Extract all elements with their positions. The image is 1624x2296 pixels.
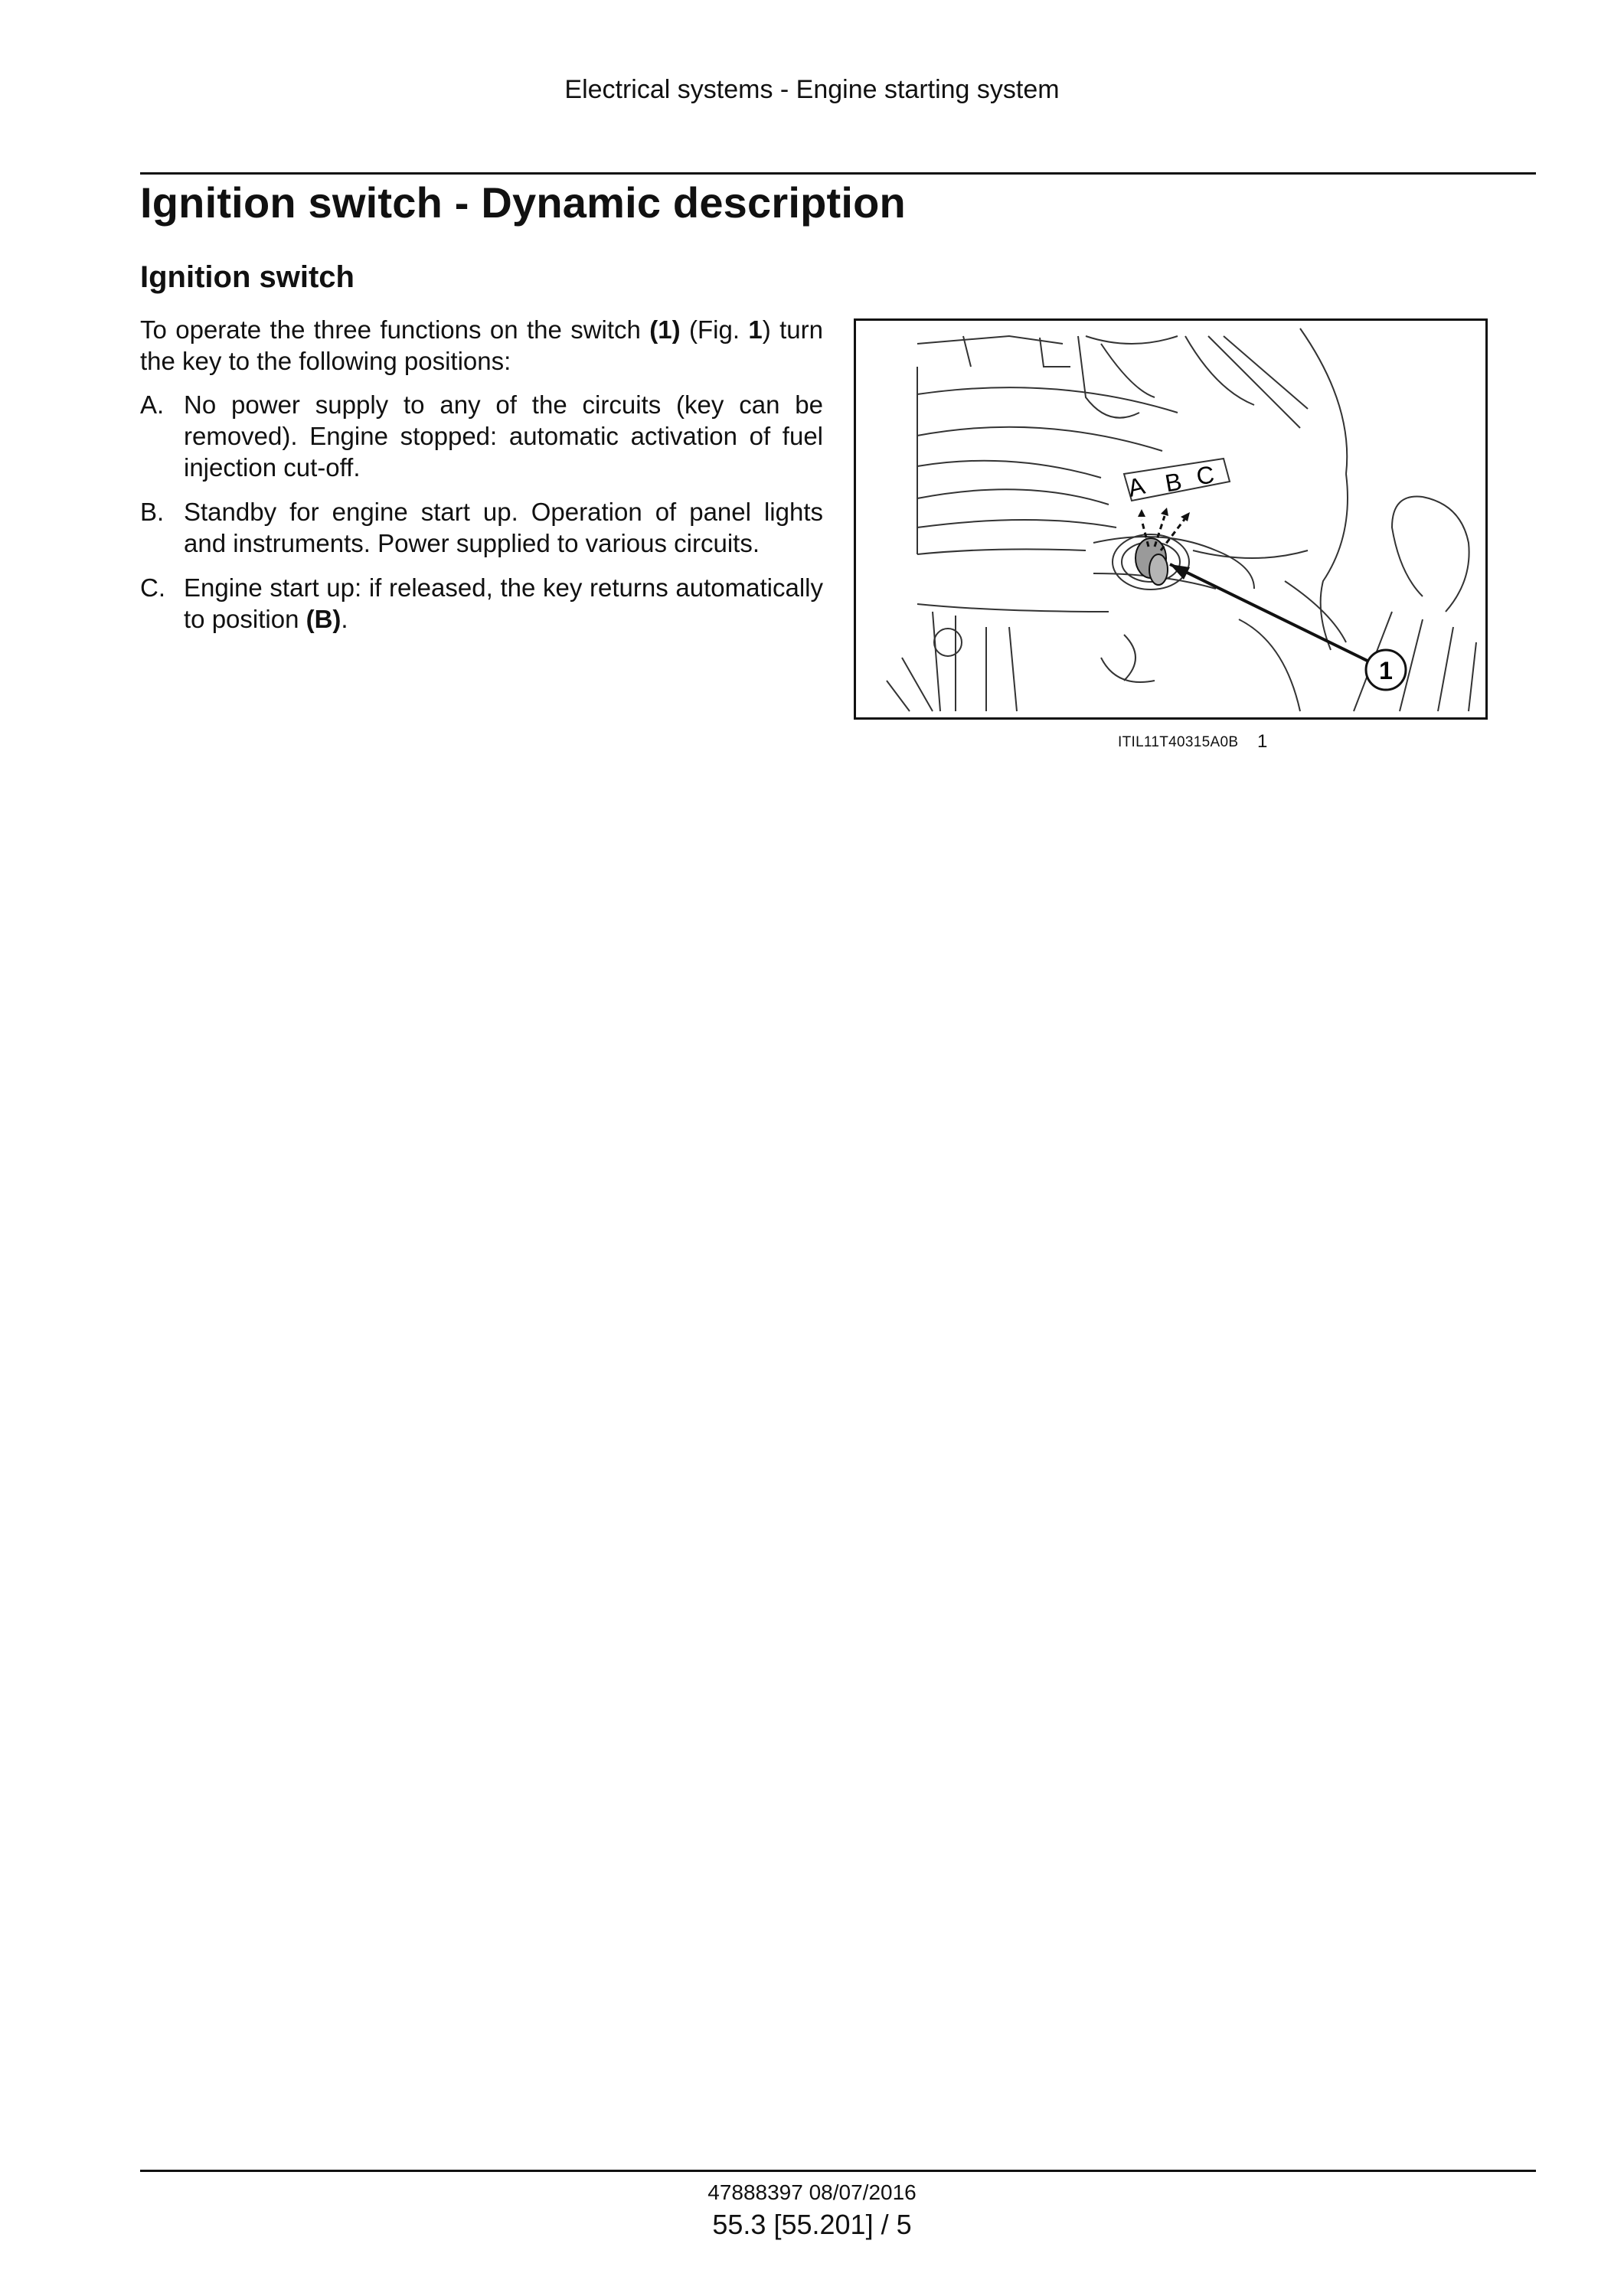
intro-paragraph xyxy=(140,314,823,377)
list-item-b xyxy=(140,496,823,559)
position-label-b: B xyxy=(1162,467,1185,498)
position-label-a: A xyxy=(1125,471,1148,502)
figure-reference: 1 xyxy=(748,315,763,344)
section-subtitle: Ignition switch xyxy=(140,260,355,294)
list-item-text: No power supply to any of the circuits (key can be removed). Engine stopped: automatic activation of fuel injection cut-off. xyxy=(184,390,823,482)
figure-caption-code: ITIL11T40315A0B xyxy=(1118,734,1239,750)
list-item-c xyxy=(140,572,823,635)
switch-reference: (1) xyxy=(649,315,681,344)
position-label-c: C xyxy=(1194,460,1217,491)
list-item-text: Standby for engine start up. Operation of panel lights and instruments. Power supplied to various circuits. xyxy=(184,498,823,557)
callout-number: 1 xyxy=(1379,657,1393,684)
ignition-switch-illustration xyxy=(856,321,1485,717)
running-header: Electrical systems - Engine starting system xyxy=(564,75,1060,104)
page-title: Ignition switch - Dynamic description xyxy=(140,178,906,227)
list-item-text xyxy=(184,572,823,635)
header-rule xyxy=(140,172,1536,175)
list-item-letter: A. xyxy=(140,390,165,419)
list-item-a xyxy=(140,389,823,483)
ignition-switch-figure xyxy=(854,318,1488,720)
page-reference: 55.3 [55.201] / 5 xyxy=(712,2209,912,2240)
intro-text-2: (Fig. xyxy=(680,315,749,344)
footer-rule xyxy=(140,2170,1536,2172)
intro-text-1: To operate the three functions on the switch xyxy=(140,315,650,344)
figure-number: 1 xyxy=(1257,731,1268,752)
list-item-letter: C. xyxy=(140,573,165,602)
position-b-reference: (B) xyxy=(306,605,341,633)
intro-text-3: ) turn the key to the following positions: xyxy=(140,315,824,375)
document-reference: 47888397 08/07/2016 xyxy=(707,2180,917,2204)
list-item-text-part: . xyxy=(341,605,348,633)
list-item-letter: B. xyxy=(140,498,165,526)
list-item-text-part: Engine start up: if released, the key returns automatically to position xyxy=(184,573,823,633)
